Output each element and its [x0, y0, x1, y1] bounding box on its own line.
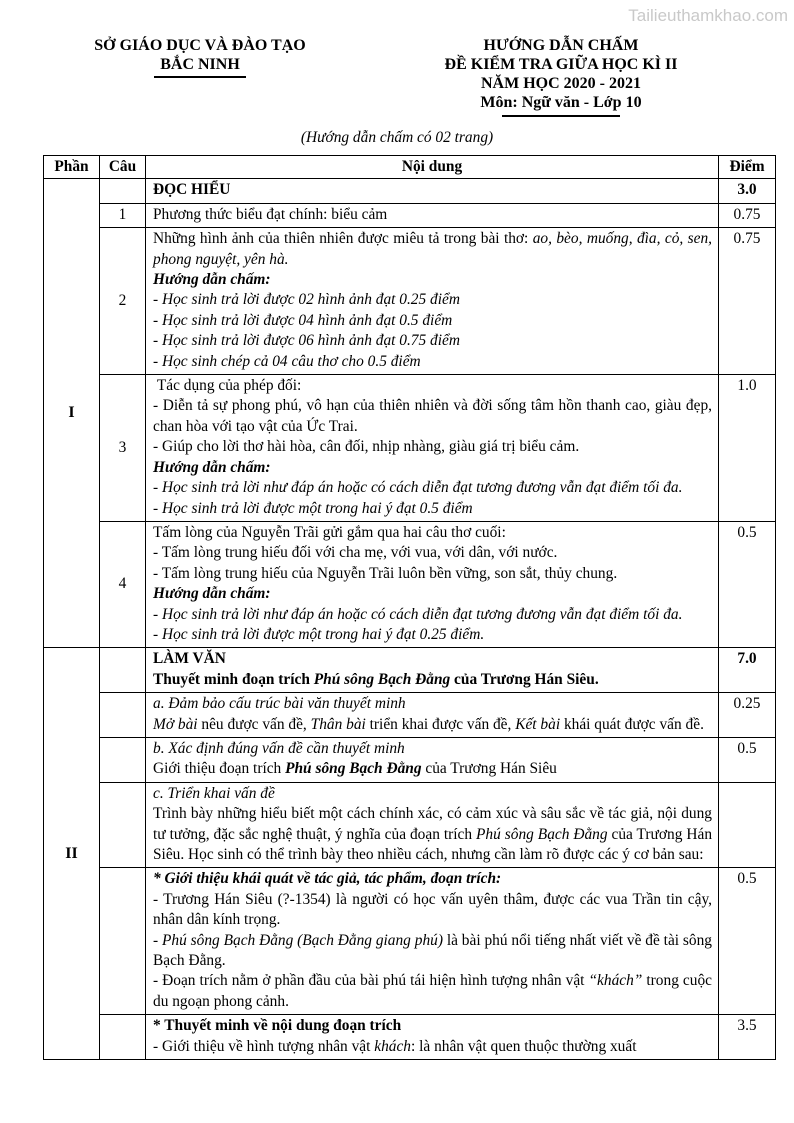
content-paragraph	[153, 290, 712, 310]
table-row	[44, 782, 776, 868]
text-run: Tấm lòng của Nguyễn Trãi gửi gắm qua hai câu thơ cuối:	[153, 523, 506, 541]
column-header-part: Phần	[44, 156, 100, 179]
content-paragraph	[153, 1037, 712, 1057]
text-run: -	[153, 931, 162, 949]
content-paragraph	[153, 311, 712, 331]
issuer-line1: SỞ GIÁO DỤC VÀ ĐÀO TẠO	[94, 37, 306, 54]
text-run: “khách”	[588, 972, 643, 990]
text-run: ao, bèo, muống, đìa, cỏ, sen, phong nguyệt, yên hà.	[153, 230, 713, 268]
grading-table-head	[44, 156, 776, 179]
content-paragraph	[153, 205, 712, 225]
content-paragraph	[153, 1016, 712, 1036]
text-run: của Trương Hán Siêu	[421, 760, 557, 778]
grading-table-body	[44, 179, 776, 1060]
content-paragraph	[153, 499, 712, 519]
content-cell	[146, 203, 719, 227]
table-row	[44, 868, 776, 1015]
text-run: khách	[374, 1037, 411, 1055]
text-run: a. Đảm bảo cấu trúc bài văn thuyết minh	[153, 695, 406, 713]
content-paragraph	[153, 437, 712, 457]
content-paragraph	[153, 478, 712, 498]
text-run: Thân bài	[310, 715, 366, 733]
text-run: nêu được vấn đề,	[197, 715, 311, 733]
text-run: Phú sông Bạch Đằng (Bạch Đằng giang phú)	[162, 931, 443, 949]
text-run: khái quát được vấn đề.	[560, 715, 704, 733]
text-run: Trình bày những hiểu biết một cách chính xác, có cảm xúc và sâu sắc về tác giả, nội dung tư tưởng, đặc sắc nghệ thuật, ý nghĩa của đoạn trích	[153, 805, 712, 843]
issuer-line2	[0, 55, 400, 78]
content-paragraph	[153, 649, 712, 669]
table-row	[44, 521, 776, 647]
text-run: * Thuyết minh về nội dung đoạn trích	[153, 1017, 402, 1035]
table-row	[44, 648, 776, 693]
text-run: của Trương Hán Siêu.	[450, 670, 599, 688]
text-run: Mở bài	[153, 715, 198, 733]
content-paragraph	[153, 396, 712, 437]
text-run: Phú sông Bạch Đằng	[476, 825, 608, 843]
score-cell: 0.5	[719, 521, 776, 647]
text-run: ĐỌC HIỂU	[153, 181, 231, 199]
content-paragraph	[153, 331, 712, 351]
content-paragraph	[153, 804, 712, 865]
text-run: LÀM VĂN	[153, 650, 226, 668]
doc-title-line4: Môn: Ngữ văn - Lớp 10	[480, 94, 642, 111]
text-run: Phương thức biểu đạt chính: biểu cảm	[153, 205, 388, 223]
content-cell	[146, 693, 719, 738]
text-run: Hướng dẫn chấm:	[153, 585, 271, 603]
text-run: - Giúp cho lời thơ hài hòa, cân đối, nhịp nhàng, giàu giá trị biểu cảm.	[153, 438, 580, 456]
header-row	[44, 156, 776, 179]
content-paragraph	[153, 523, 712, 543]
content-cell	[146, 521, 719, 647]
content-cell	[146, 375, 719, 522]
content-paragraph	[153, 715, 712, 735]
score-cell: 0.75	[719, 228, 776, 375]
text-run: Giới thiệu đoạn trích	[153, 760, 286, 778]
content-cell	[146, 1015, 719, 1060]
content-cell	[146, 782, 719, 868]
text-run: - Học sinh trả lời như đáp án hoặc có cách diễn đạt tương đương vẫn đạt điểm tối đa.	[153, 479, 683, 497]
question-number: 2	[100, 228, 146, 375]
text-run: - Đoạn trích nằm ở phần đầu của bài phú tái hiện hình tượng nhân vật	[153, 972, 589, 990]
text-run: Kết bài	[515, 715, 561, 733]
doc-title-line3: NĂM HỌC 2020 - 2021	[481, 75, 641, 92]
text-run: c. Triển khai vấn đề	[153, 784, 275, 802]
table-row	[44, 693, 776, 738]
issuer-line2-text: BẮC NINH	[154, 55, 246, 78]
content-paragraph	[153, 784, 712, 804]
table-row	[44, 1015, 776, 1060]
question-number	[100, 693, 146, 738]
text-run: - Tấm lòng trung hiếu của Nguyễn Trãi luôn bền vững, son sắt, thủy chung.	[153, 564, 618, 582]
content-paragraph	[153, 270, 712, 290]
content-paragraph	[153, 605, 712, 625]
text-run: Thuyết minh đoạn trích	[153, 670, 314, 688]
question-number: 1	[100, 203, 146, 227]
text-run: - Học sinh trả lời được 02 hình ảnh đạt 0.25 điểm	[153, 291, 460, 309]
text-run: - Học sinh trả lời được một trong hai ý đạt 0.5 điểm	[153, 499, 473, 517]
content-cell	[146, 228, 719, 375]
text-run: - Trương Hán Siêu (?-1354) là người có học vấn uyên thâm, được các vua Trần tin cậy, nhân dân kính trọng.	[153, 890, 712, 929]
score-cell	[719, 782, 776, 868]
text-run: - Học sinh chép cả 04 câu thơ cho 0.5 điểm	[153, 352, 421, 370]
question-number	[100, 782, 146, 868]
score-cell: 7.0	[719, 648, 776, 693]
question-number	[100, 1015, 146, 1060]
text-run: Hướng dẫn chấm:	[153, 271, 271, 289]
score-cell: 3.0	[719, 179, 776, 203]
text-run: Phú sông Bạch Đằng	[313, 670, 451, 688]
table-row	[44, 203, 776, 227]
content-paragraph	[153, 739, 712, 759]
grading-table	[43, 155, 776, 1060]
text-run: Tác dụng của phép đối:	[153, 377, 302, 395]
issuer-block	[0, 36, 400, 117]
content-paragraph	[153, 670, 712, 690]
score-cell: 0.5	[719, 737, 776, 782]
content-paragraph	[153, 584, 712, 604]
content-paragraph	[153, 971, 712, 1012]
question-number	[100, 648, 146, 693]
table-row	[44, 179, 776, 203]
content-paragraph	[153, 890, 712, 931]
text-run: b. Xác định đúng vấn đề cần thuyết minh	[153, 739, 405, 757]
title-underline-rule	[502, 115, 620, 117]
column-header-content: Nội dung	[146, 156, 719, 179]
table-row	[44, 737, 776, 782]
question-number: 3	[100, 375, 146, 522]
text-run: Hướng dẫn chấm:	[153, 458, 271, 476]
content-cell	[146, 737, 719, 782]
score-cell: 1.0	[719, 375, 776, 522]
score-cell: 0.5	[719, 868, 776, 1015]
content-paragraph	[153, 458, 712, 478]
text-run: - Diễn tả sự phong phú, vô hạn của thiên nhiên và đời sống tâm hồn thanh cao, giàu đẹp, chan hòa với tạo vật của Ức Trai.	[153, 397, 712, 435]
content-paragraph	[153, 625, 712, 645]
score-cell: 0.25	[719, 693, 776, 738]
question-number: 4	[100, 521, 146, 647]
watermark-text: Tailieuthamkhao.com	[628, 6, 788, 25]
text-run: - Tấm lòng trung hiếu đối với cha mẹ, với vua, với dân, với nước.	[153, 544, 558, 562]
content-cell	[146, 179, 719, 203]
question-number	[100, 737, 146, 782]
content-paragraph	[153, 229, 712, 270]
score-cell: 3.5	[719, 1015, 776, 1060]
table-row	[44, 375, 776, 522]
content-paragraph	[153, 869, 712, 889]
content-paragraph	[153, 352, 712, 372]
text-run: - Học sinh trả lời như đáp án hoặc có cách diễn đạt tương đương vẫn đạt điểm tối đa.	[153, 605, 683, 623]
content-paragraph	[153, 694, 712, 714]
column-header-question: Câu	[100, 156, 146, 179]
doc-title-line1: HƯỚNG DẪN CHẤM	[483, 37, 639, 54]
part-label: II	[44, 648, 100, 1060]
content-paragraph	[153, 564, 712, 584]
content-paragraph	[153, 180, 712, 200]
text-run: : là nhân vật quen thuộc thường xuất	[411, 1037, 637, 1055]
page-count-note: (Hướng dẫn chấm có 02 trang)	[300, 129, 494, 146]
text-run: - Học sinh trả lời được một trong hai ý đạt 0.25 điểm.	[153, 625, 485, 643]
table-row	[44, 228, 776, 375]
text-run: - Giới thiệu về hình tượng nhân vật	[153, 1037, 375, 1055]
column-header-score: Điểm	[719, 156, 776, 179]
content-cell	[146, 868, 719, 1015]
content-paragraph	[153, 759, 712, 779]
text-run: - Học sinh trả lời được 04 hình ảnh đạt 0.5 điểm	[153, 311, 453, 329]
content-paragraph	[153, 931, 712, 972]
text-run: - Học sinh trả lời được 06 hình ảnh đạt 0.75 điểm	[153, 332, 460, 350]
text-run: Những hình ảnh của thiên nhiên được miêu tả trong bài thơ:	[153, 230, 533, 248]
title-block	[400, 36, 722, 117]
part-label: I	[44, 179, 100, 648]
question-number	[100, 868, 146, 1015]
text-run: của Trương Hán Siêu. Học sinh có thể trình bày theo nhiều cách, nhưng cần làm rõ được các ý cơ bản sau:	[153, 825, 713, 863]
doc-title-line2: ĐỀ KIỂM TRA GIỮA HỌC KÌ II	[444, 56, 678, 73]
text-run: triển khai được vấn đề,	[365, 715, 516, 733]
text-run: * Giới thiệu khái quát về tác giả, tác phẩm, đoạn trích:	[153, 870, 502, 888]
text-run: là bài phú nổi tiếng nhất viết về đề tài sông Bạch Đằng.	[153, 931, 712, 970]
score-cell: 0.75	[719, 203, 776, 227]
content-cell	[146, 648, 719, 693]
text-run: trong cuộc du ngoạn phong cảnh.	[153, 972, 712, 1010]
content-paragraph	[153, 543, 712, 563]
question-number	[100, 179, 146, 203]
content-paragraph	[153, 376, 712, 396]
text-run: Phú sông Bạch Đằng	[285, 760, 422, 778]
